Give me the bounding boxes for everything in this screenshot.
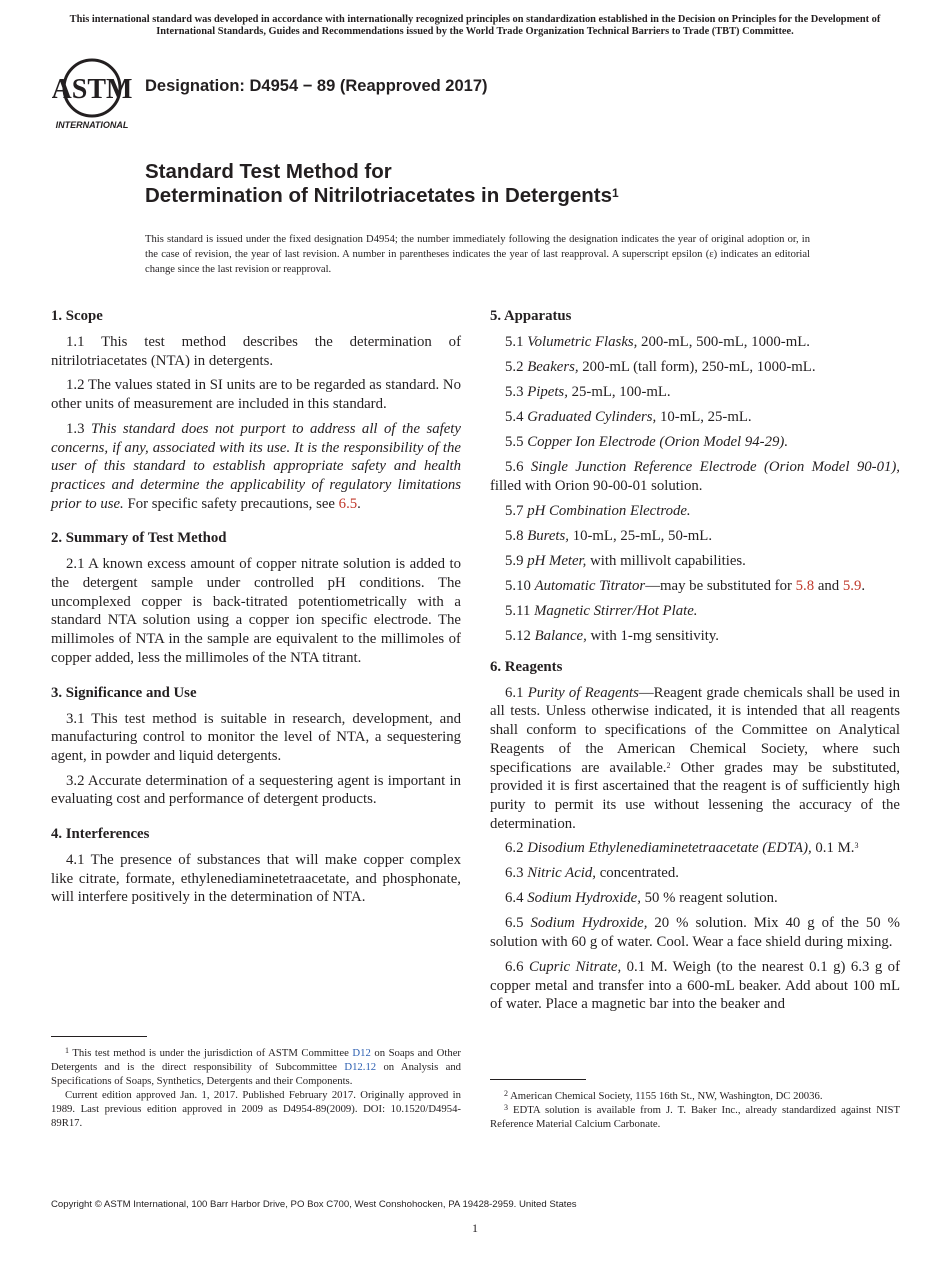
para-6-2 [490,839,900,858]
logo-subtitle: INTERNATIONAL [55,120,129,130]
item-num: 5.2 [505,359,524,375]
p64-name: Sodium Hydroxide, [527,890,641,907]
item-num: 5.1 [505,334,524,350]
document-title [145,160,619,208]
title-footnote-mark: 1 [612,186,619,200]
para-1-3-italic: This standard does not purport to address all of the safety concerns, if any, associated with its use. It is the responsibility of the user of this standard to establish appropriate safety and health practices and determine the applicability of regulatory limitations prior to use. [51,420,461,512]
subcommittee-d1212-link[interactable]: D12.12 [344,1061,377,1073]
item-name: Automatic Titrator [534,577,646,594]
item-rest: 200-mL (tall form), 250-mL, 1000-mL. [582,359,816,375]
para-6-3 [490,864,900,883]
item-num: 5.3 [505,384,524,400]
footnote-rule-left [51,1036,147,1037]
item-name: Beakers, [527,359,579,375]
footnote-1-mark: 1 [65,1046,69,1055]
footnote-2 [490,1089,900,1103]
para-2-1: 2.1 A known excess amount of copper nitrate solution is added to the detergent sample under controlled pH conditions. The uncomplexed copper is back-titrated potentiometrically with a standard NTA solution using a copper ion specific electrode. The millimoles of NTA in the sample are equivalent to the millimoles of copper added, less the millimoles of the NTA titrant. [51,556,461,666]
p63-num: 6.3 [505,865,524,882]
item-rest: 10-mL, 25-mL, 50-mL. [572,527,713,544]
para-1-3-num: 1.3 [66,420,85,437]
apparatus-item [490,433,900,452]
p61-name: Purity of Reagents [527,684,639,701]
apparatus-item [490,333,900,352]
p62-num: 6.2 [505,840,524,857]
para-3-1: 3.1 This test method is suitable in research, development, and manufacturing control to monitor the level of NTA, a sequestering agent, in powder and liquid detergents. [51,710,461,764]
para-1-3-end: . [357,495,361,512]
item-num: 5.5 [505,434,524,450]
right-column [490,307,900,1020]
para-1-3 [51,420,461,514]
p64-rest: 50 % reagent solution. [644,890,778,907]
copyright: Copyright © ASTM International, 100 Barr Harbor Drive, PO Box C700, West Conshohocken, PA 19428-2959. United States [51,1199,577,1210]
p62-rest: 0.1 M. [815,840,855,857]
section-2-heading: 2. Summary of Test Method [51,530,227,547]
p66-rest: 0.1 M. Weigh (to the nearest 0.1 g) 6.3 g of copper metal and transfer into a 600-mL beaker. Add about 100 mL of water. Place a magnetic bar into the beaker and [490,959,900,1013]
item-name: Volumetric Flasks, [527,334,638,350]
footnote-1-edition: Current edition approved Jan. 1, 2017. Published February 2017. Originally approved in 1989. Last previous edition approved in 2009 as D4954-89(2009). DOI: 10.1520/D4954-89R17. [51,1089,461,1129]
para-3-2: 3.2 Accurate determination of a sequestering agent is important in evaluating cost and performance of detergent products. [51,772,461,808]
item-name: Pipets, [527,384,568,400]
item-name: Burets, [527,527,569,544]
footnote-1-a: This test method is under the jurisdiction of ASTM Committee [72,1047,349,1059]
p62-name: Disodium Ethylenediaminetetraacetate (EDTA), [527,840,812,857]
para-6-4 [490,889,900,908]
ref-5-8-link[interactable]: 5.8 [795,577,815,594]
footnote-1-c: on Analysis and Specifications of Soaps, Synthetics, Detergents and their Components. [51,1061,462,1087]
para-6-6 [490,958,900,1014]
section-1-heading: 1. Scope [51,308,103,324]
section-6-heading: 6. Reagents [490,658,563,675]
item-rest: with millivolt capabilities. [590,552,746,569]
footnote-3 [490,1103,900,1131]
footnote-1-b: on Soaps and Other Detergents and is the direct responsibility of Subcommittee [51,1047,461,1073]
p63-rest: concentrated. [599,865,679,882]
item-name: pH Combination Electrode. [527,502,691,519]
item-name: Balance, [534,627,587,644]
item-name: pH Meter, [527,552,587,569]
item-and: and [817,577,840,594]
item-num: 5.6 [505,459,524,475]
footnote-2-text: American Chemical Society, 1155 16th St., NW, Washington, DC 20036. [510,1090,823,1102]
item-name: Magnetic Stirrer/Hot Plate. [534,602,698,619]
para-6-1 [490,684,900,834]
p65-name: Sodium Hydroxide, [530,915,648,932]
item-rest: 10-mL, 25-mL. [659,409,752,425]
footnote-2-mark: 2 [504,1089,508,1098]
title-line-2-text: Determination of Nitrilotriacetates in Detergents [145,184,613,207]
footnote-3-mark: 3 [504,1103,508,1112]
apparatus-item [490,502,900,521]
title-line-1: Standard Test Method for [145,160,392,183]
astm-logo [52,58,136,132]
item-end: . [861,577,866,594]
apparatus-item [490,527,900,546]
page-number: 1 [472,1221,478,1235]
footnote-3-ref: 3 [854,841,859,851]
para-4-1: 4.1 The presence of substances that will make copper complex like citrate, formate, ethylenediaminetetraacetate, and phosphonate, will interfere positively in the determination of NTA. [51,852,461,906]
p61-num: 6.1 [505,684,524,701]
apparatus-item [490,552,900,571]
p65-rest: 20 % solution. Mix 40 g of the 50 % solution with 60 g of water. Cool. Wear a face shield during mixing. [490,915,900,951]
para-1-2: 1.2 The values stated in SI units are to be regarded as standard. No other units of measurement are included in this standard. [51,377,461,413]
footnotes-right [490,1089,900,1131]
footnote-1 [51,1046,461,1130]
section-5-heading: 5. Apparatus [490,308,572,324]
p64-num: 6.4 [505,890,524,907]
apparatus-list [490,333,900,570]
section-3-heading: 3. Significance and Use [51,684,197,701]
item-name: Single Junction Reference Electrode (Orion Model 90-01), [530,459,900,475]
item-rest: with 1-mg sensitivity. [590,627,720,644]
item-rest: 200-mL, 500-mL, 1000-mL. [641,334,810,350]
ref-6-5-link[interactable]: 6.5 [338,495,358,512]
item-num: 5.7 [505,502,524,519]
item-text: —may be substituted for [645,577,792,594]
p63-name: Nitric Acid, [527,865,596,882]
item-rest: filled with Orion 90-00-01 solution. [490,477,703,494]
logo-letters: ASTM [52,74,133,105]
item-name: Graduated Cylinders, [527,409,657,425]
ref-5-9-link[interactable]: 5.9 [842,577,862,594]
left-column [51,307,461,913]
footnote-3-text: EDTA solution is available from J. T. Baker Inc., already standardized against NIST Reference Material Calcium Carbonate. [490,1104,900,1130]
designation: Designation: D4954 − 89 (Reapproved 2017) [145,77,488,95]
p66-name: Cupric Nitrate, [528,959,622,976]
item-name: Copper Ion Electrode (Orion Model 94-29). [527,434,789,450]
title-line-2 [145,184,619,208]
p61-a: —Reagent grade chemicals shall be used in all tests. Unless otherwise indicated, it is intended that all reagents shall conform to specifications of the Committee on Analytical Reagents of the American Chemical Society, where such specifications are available. [490,684,900,776]
committee-d12-link[interactable]: D12 [352,1047,371,1059]
item-num: 5.4 [505,409,524,425]
apparatus-item [490,383,900,402]
apparatus-item [490,358,900,377]
item-num: 5.10 [505,577,531,594]
para-1-1: 1.1 This test method describes the determination of nitrilotriacetates (NTA) in detergents. [51,334,461,369]
apparatus-item [490,408,900,427]
footnote-rule-right [490,1079,586,1080]
p61-b: Other grades may be substituted, provided it is first ascertained that the reagent is of sufficiently high purity to permit its use without lessening the accuracy of the determination. [490,759,901,832]
para-6-5 [490,914,900,951]
apparatus-item [490,577,900,596]
item-num: 5.9 [505,552,524,569]
tbt-notice: This international standard was developed in accordance with internationally recognized principles on standardization established in the Decision on Principles for the Development of International Standards, Guides and Recommendations issued by the World Trade Organization Technical Barriers to Trade (TBT) Committee. [69,14,881,37]
issued-note: This standard is issued under the fixed designation D4954; the number immediately following the designation indicates the year of original adoption or, in the case of revision, the year of last revision. A number in parentheses indicates the year of last reapproval. A superscript epsilon (ε) indicates an editorial change since the last revision or reapproval. [145,234,810,275]
para-1-3-tail: For specific safety precautions, see [127,495,335,512]
section-4-heading: 4. Interferences [51,826,150,843]
item-num: 5.11 [505,602,531,619]
apparatus-item [490,627,900,646]
item-num: 5.8 [505,527,524,544]
apparatus-item [490,458,900,495]
p66-num: 6.6 [505,959,524,976]
item-rest: 25-mL, 100-mL. [571,384,671,400]
footnote-2-ref: 2 [666,760,671,770]
p65-num: 6.5 [505,915,524,932]
footnote-1-text [51,1046,461,1088]
apparatus-item [490,602,900,621]
item-num: 5.12 [505,627,531,644]
